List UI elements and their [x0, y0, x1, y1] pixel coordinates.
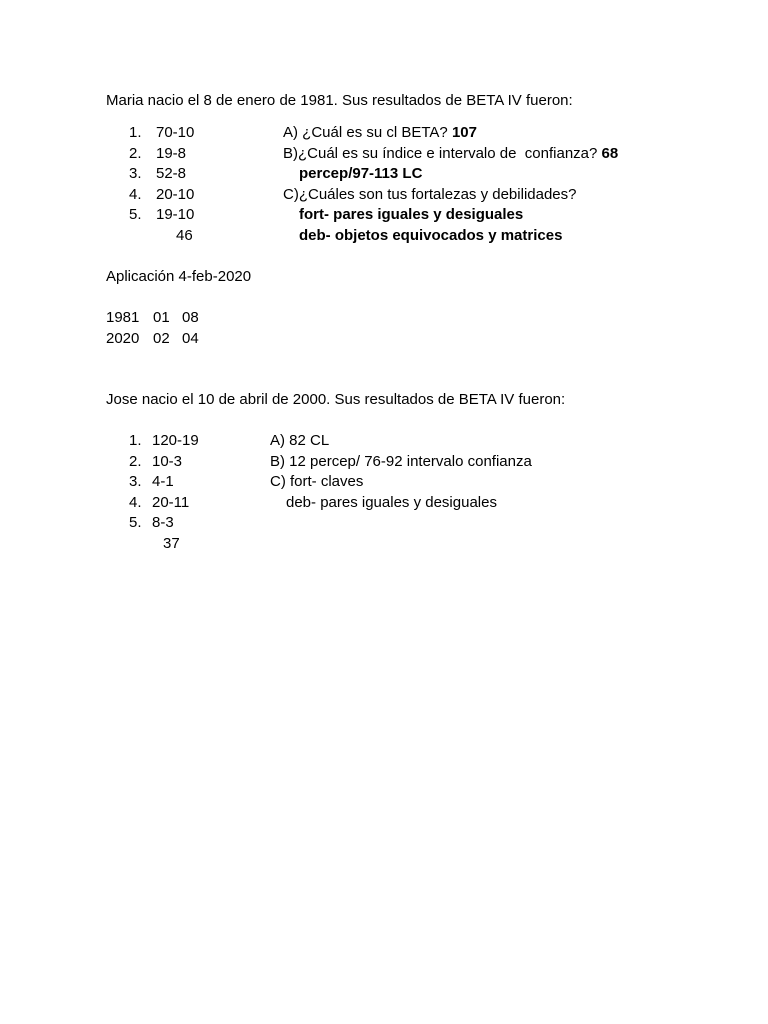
application-row-1-day: 08: [182, 309, 199, 326]
section2-item-1-num: 1.: [129, 432, 142, 449]
answer-b-value: 68: [601, 145, 619, 162]
section2-item-4-value: 20-11: [152, 494, 190, 511]
section2-item-3-num: 3.: [129, 473, 142, 490]
section1-item-5-value: 19-10: [156, 206, 195, 223]
section2-item-5-value: 8-3: [152, 514, 174, 531]
application-row-1-year: 1981: [106, 309, 140, 326]
section2-total: 37: [163, 535, 180, 552]
application-row-2-year: 2020: [106, 330, 140, 347]
section1-item-1-value: 70-10: [156, 124, 195, 141]
section1-item-3-num: 3.: [129, 165, 142, 182]
section2-answer-b: B) 12 percep/ 76-92 intervalo confianza: [270, 453, 532, 470]
section1-item-4-num: 4.: [129, 186, 142, 203]
section1-answer-a: [283, 124, 477, 142]
section1-total: 46: [176, 227, 193, 244]
section1-answer-c-fortalezas: fort- pares iguales y desiguales: [299, 206, 524, 223]
application-label: Aplicación 4-feb-2020: [106, 268, 252, 285]
section2-item-3-value: 4-1: [152, 473, 174, 490]
section2-item-2-value: 10-3: [152, 453, 183, 470]
application-row-1-month: 01: [153, 309, 170, 326]
section2-intro: Jose nacio el 10 de abril de 2000. Sus resultados de BETA IV fueron:: [106, 391, 566, 408]
section1-answer-b: [283, 145, 618, 163]
section1-answer-c-debilidades: deb- objetos equivocados y matrices: [299, 227, 563, 244]
section2-item-5-num: 5.: [129, 514, 142, 531]
section1-item-2-num: 2.: [129, 145, 142, 162]
section1-answer-c: C)¿Cuáles son tus fortalezas y debilidades?: [283, 186, 577, 203]
answer-b-text: B)¿Cuál es su índice e intervalo de confianza?: [283, 145, 602, 162]
section2-answer-c-debilidades: deb- pares iguales y desiguales: [286, 494, 497, 511]
section1-intro: Maria nacio el 8 de enero de 1981. Sus resultados de BETA IV fueron:: [106, 92, 573, 109]
section1-item-1-num: 1.: [129, 124, 142, 141]
section2-item-4-num: 4.: [129, 494, 142, 511]
application-row-2-month: 02: [153, 330, 170, 347]
answer-a-text: A) ¿Cuál es su cl BETA?: [283, 124, 452, 141]
section2-item-2-num: 2.: [129, 453, 142, 470]
section1-answer-b-continuation: percep/97-113 LC: [299, 165, 423, 182]
section1-item-5-num: 5.: [129, 206, 142, 223]
application-row-2-day: 04: [182, 330, 199, 347]
section1-item-4-value: 20-10: [156, 186, 195, 203]
section1-item-2-value: 19-8: [156, 145, 187, 162]
section2-item-1-value: 120-19: [152, 432, 199, 449]
section2-answer-a: A) 82 CL: [270, 432, 330, 449]
section1-item-3-value: 52-8: [156, 165, 187, 182]
section2-answer-c: C) fort- claves: [270, 473, 364, 490]
answer-a-value: 107: [451, 124, 477, 141]
